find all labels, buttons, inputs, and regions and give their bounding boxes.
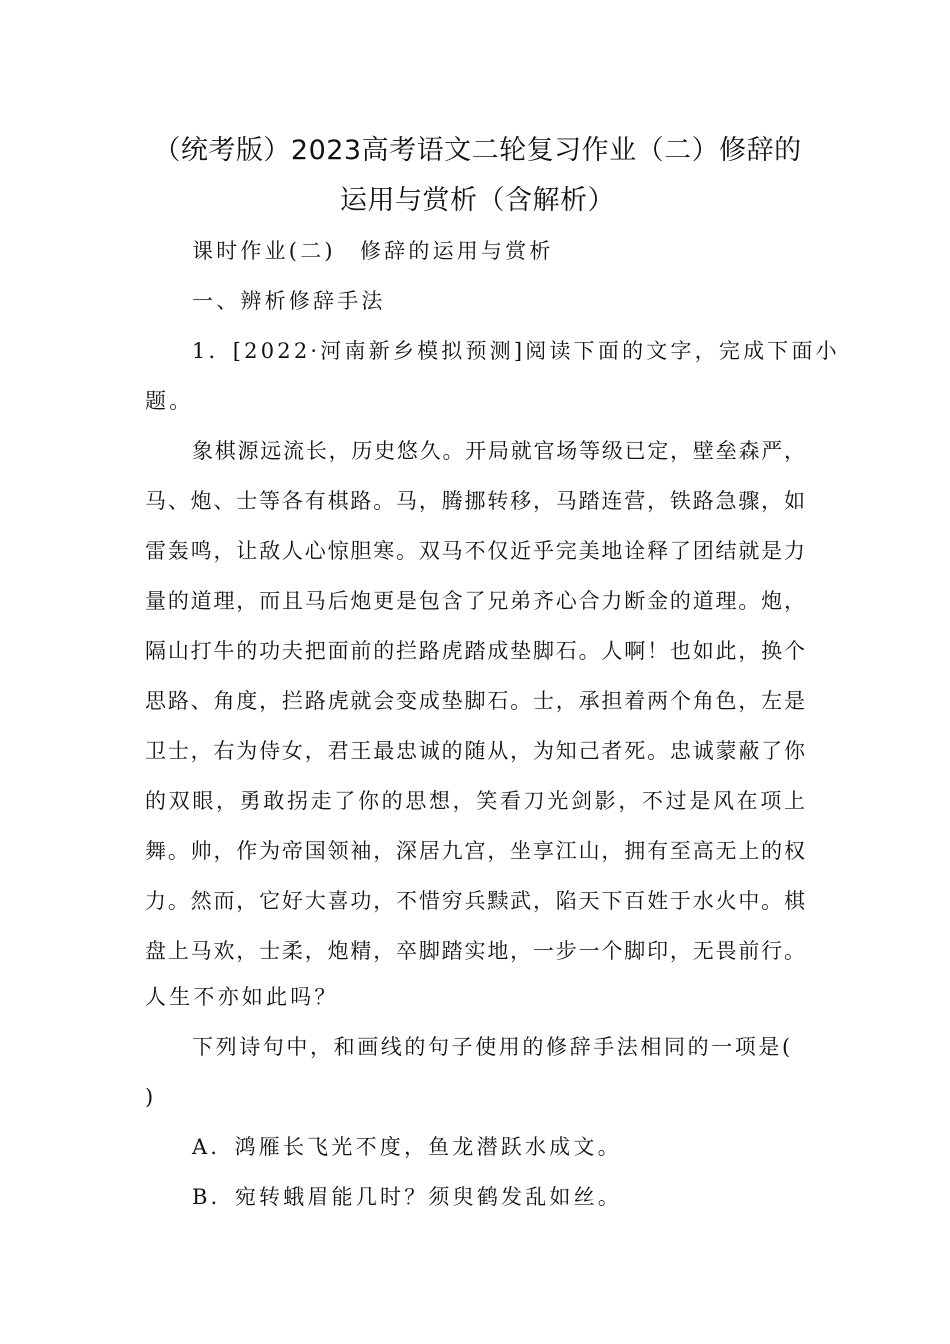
question-1-intro-line-2: 题。 [145, 389, 194, 413]
document-title-line-1: （统考版）2023高考语文二轮复习作业（二）修辞的 [153, 135, 802, 166]
question-stem-line-1: 下列诗句中，和画线的句子使用的修辞手法相同的一项是( [192, 1035, 793, 1059]
passage-line: 量的道理，而且马后炮更是包含了兄弟齐心合力断金的道理。炮， [145, 589, 805, 613]
question-1-intro-line-1: 1．[2022·河南新乡模拟预测]阅读下面的文字，完成下面小 [192, 339, 840, 363]
passage-line: 盘上马欢，士柔，炮精，卒脚踏实地，一步一个脚印，无畏前行。 [145, 939, 805, 963]
subtitle: 课时作业(二) 修辞的运用与赏析 [192, 239, 554, 263]
passage-line: 雷轰鸣，让敌人心惊胆寒。双马不仅近乎完美地诠释了团结就是力 [145, 539, 805, 563]
passage-line: 人生不亦如此吗？ [145, 985, 339, 1009]
option-b: B．宛转蛾眉能几时？须臾鹤发乱如丝。 [192, 1185, 623, 1209]
passage-line: 舞。帅，作为帝国领袖，深居九宫，坐享江山，拥有至高无上的权 [145, 839, 805, 863]
document-title-line-2: 运用与赏析（含解析） [340, 185, 615, 216]
question-stem-line-2: ) [145, 1085, 157, 1109]
passage-line: 象棋源远流长，历史悠久。开局就官场等级已定，壁垒森严， [192, 439, 805, 463]
passage-line: 马、炮、士等各有棋路。马，腾挪转移，马踏连营，铁路急骤，如 [145, 489, 805, 513]
passage-line: 思路、角度，拦路虎就会变成垫脚石。士，承担着两个角色，左是 [145, 689, 805, 713]
passage-line: 的双眼，勇敢拐走了你的思想，笑看刀光剑影，不过是风在项上 [145, 789, 805, 813]
passage-line: 隔山打牛的功夫把面前的拦路虎踏成垫脚石。人啊！也如此，换个 [145, 639, 805, 663]
passage-line: 卫士，右为侍女，君王最忠诚的随从，为知己者死。忠诚蒙蔽了你 [145, 739, 805, 763]
option-a: A．鸿雁长飞光不度，鱼龙潜跃水成文。 [192, 1135, 622, 1159]
section-heading: 一、辨析修辞手法 [192, 289, 386, 313]
passage-line: 力。然而，它好大喜功，不惜穷兵黩武，陷天下百姓于水火中。棋 [145, 889, 805, 913]
